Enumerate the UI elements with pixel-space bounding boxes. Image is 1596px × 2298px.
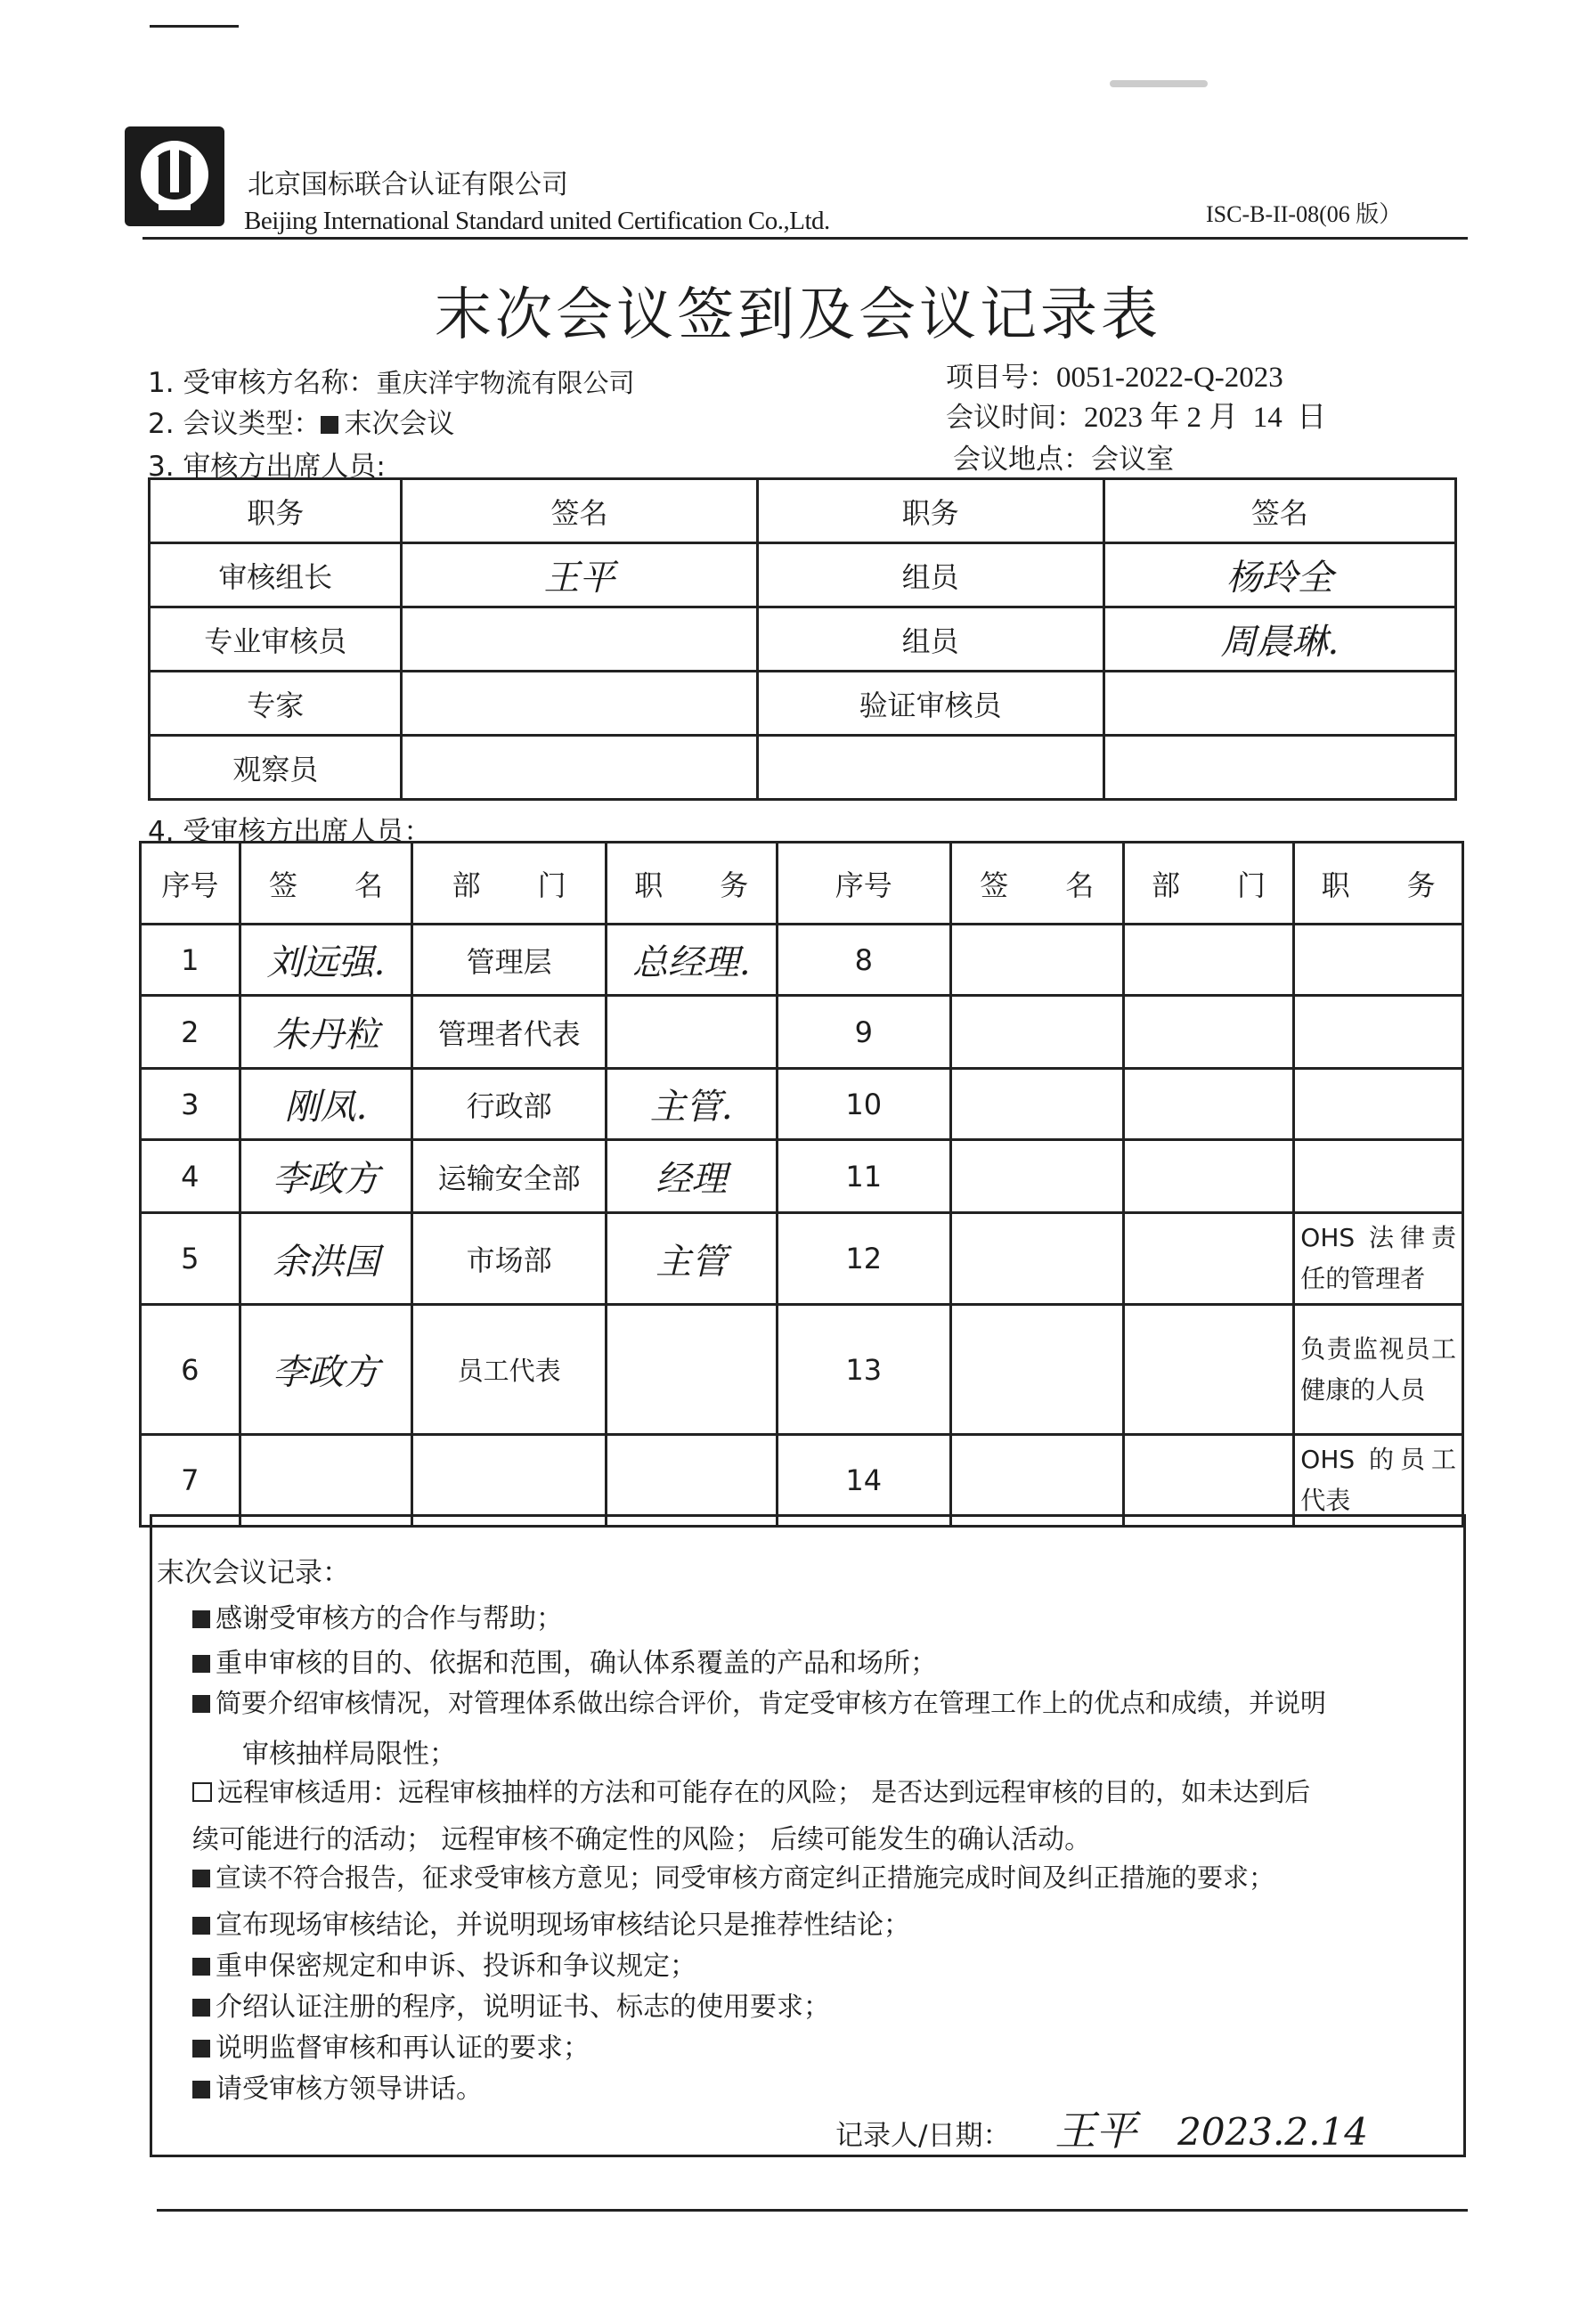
note-text: 请受审核方领导讲话。: [216, 2074, 483, 2105]
handwritten-duty: 主管.: [606, 1069, 777, 1140]
checked-box-icon: [192, 1999, 210, 2017]
row-number: 7: [141, 1435, 240, 1527]
header-department: 部 门: [412, 843, 607, 925]
signature-cell: [1103, 736, 1455, 800]
handwritten-signature: 李政方: [240, 1140, 412, 1213]
header-role: 职务: [150, 479, 402, 543]
duty-cell: [606, 1435, 777, 1527]
note-item: [192, 2025, 590, 2065]
checked-box-icon: [192, 1958, 210, 1976]
note-text: 远程审核适用：远程审核抽样的方法和可能存在的风险； 是否达到远程审核的目的，如未达到后: [217, 1777, 1311, 1807]
row-number: 1: [141, 925, 240, 996]
role-cell: 审核组长: [150, 543, 402, 607]
note-text: 感谢受审核方的合作与帮助；: [216, 1603, 563, 1634]
signature-cell: [950, 996, 1123, 1069]
header-role: 职务: [757, 479, 1103, 543]
meeting-type-label: 2. 会议类型：: [148, 408, 322, 440]
handwritten-signature: 朱丹粒: [240, 996, 412, 1069]
duty-cell: OHS 的员工代表: [1294, 1435, 1463, 1527]
checked-box-icon: [192, 1655, 210, 1673]
handwritten-signature: 杨玲全: [1103, 543, 1455, 607]
note-item: [192, 1596, 563, 1635]
notes-title: 末次会议记录：: [157, 1557, 350, 1589]
signature-cell: [950, 1213, 1123, 1305]
row-number: 10: [777, 1069, 950, 1140]
department-cell: [1123, 1140, 1294, 1213]
note-text: 续可能进行的活动； 远程审核不确定性的风险； 后续可能发生的确认活动。: [192, 1824, 1092, 1855]
handwritten-duty: 经理: [606, 1140, 777, 1213]
auditee-label: 1. 受审核方名称：: [148, 367, 377, 399]
note-item: [192, 1903, 910, 1942]
meeting-time-label: 会议时间：: [946, 402, 1084, 434]
row-number: 5: [141, 1213, 240, 1305]
note-text: 宣布现场审核结论，并说明现场审核结论只是推荐性结论；: [216, 1910, 910, 1941]
header-signature: 签 名: [240, 843, 412, 925]
checked-box-icon: [321, 416, 338, 434]
duty-cell: 负责监视员工健康的人员: [1294, 1305, 1463, 1435]
auditee-name-line: [148, 360, 634, 400]
handwritten-duty: 总经理.: [606, 925, 777, 996]
department-cell: [1123, 996, 1294, 1069]
header-signature: 签 名: [950, 843, 1123, 925]
header-signature: 签名: [1103, 479, 1455, 543]
department-cell: 市场部: [412, 1213, 607, 1305]
handwritten-signature: 刘远强.: [240, 925, 412, 996]
header-number: 序号: [141, 843, 240, 925]
meeting-place-label: 会议地点：: [953, 444, 1091, 476]
role-cell: 观察员: [150, 736, 402, 800]
note-text: 重申保密规定和申诉、投诉和争议规定；: [216, 1951, 696, 1982]
note-item-continued: [192, 1817, 1091, 1856]
handwritten-signature: 周晨琳.: [1103, 607, 1455, 672]
signature-cell: [402, 736, 757, 800]
note-text: 重申审核的目的、依据和范围，确认体系覆盖的产品和场所；: [216, 1648, 937, 1679]
meeting-place-line: [953, 436, 1174, 477]
project-label: 项目号：: [946, 362, 1056, 394]
note-item-continued: [242, 1732, 456, 1771]
duty-cell: [1294, 925, 1463, 996]
scan-smudge: [1110, 80, 1208, 87]
note-text: 审核抽样局限性；: [242, 1739, 456, 1770]
meeting-type-line: [148, 401, 454, 441]
department-cell: 管理层: [412, 925, 607, 996]
company-name-en: Beijing International Standard united Certification Co.,Ltd.: [244, 207, 830, 235]
role-cell: 组员: [757, 543, 1103, 607]
handwritten-signature: 余洪国: [240, 1213, 412, 1305]
row-number: 2: [141, 996, 240, 1069]
recorder-date: 2023.2.14: [1177, 2110, 1368, 2154]
row-number: 6: [141, 1305, 240, 1435]
checked-box-icon: [192, 2040, 210, 2058]
duty-cell: OHS 法律责任的管理者: [1294, 1213, 1463, 1305]
department-cell: [1123, 1305, 1294, 1435]
department-cell: [1123, 1213, 1294, 1305]
row-number: 8: [777, 925, 950, 996]
note-text: 说明监督审核和再认证的要求；: [216, 2033, 590, 2064]
row-number: 3: [141, 1069, 240, 1140]
department-cell: 管理者代表: [412, 996, 607, 1069]
checked-box-icon: [192, 2081, 210, 2098]
meeting-type-value: 末次会议: [344, 408, 455, 440]
note-item: [192, 1944, 696, 1983]
role-cell: 验证审核员: [757, 672, 1103, 736]
department-cell: [1123, 925, 1294, 996]
signature-cell: [950, 1140, 1123, 1213]
header-duty: 职 务: [1294, 843, 1463, 925]
project-value: 0051-2022-Q-2023: [1056, 362, 1283, 394]
meeting-time-line: [946, 394, 1326, 436]
duty-cell: [1294, 1140, 1463, 1213]
company-logo: [123, 125, 226, 228]
note-item: [192, 2066, 483, 2106]
signature-cell: [240, 1435, 412, 1527]
note-text: 介绍认证注册的程序，说明证书、标志的使用要求；: [216, 1992, 830, 2023]
handwritten-duty: 主管: [606, 1213, 777, 1305]
note-item: [192, 1858, 1274, 1895]
row-number: 11: [777, 1140, 950, 1213]
checked-box-icon: [192, 1695, 210, 1713]
header-department: 部 门: [1123, 843, 1294, 925]
auditee-attendees-label: 4. 受审核方出席人员：: [148, 816, 432, 848]
note-text: 宣读不符合报告，征求受审核方意见；同受审核方商定纠正措施完成时间及纠正措施的要求；: [216, 1862, 1275, 1893]
recorder-label: 记录人/日期：: [835, 2120, 1011, 2152]
bottom-divider: [157, 2209, 1468, 2212]
header-signature: 签名: [402, 479, 757, 543]
header-duty: 职 务: [606, 843, 777, 925]
signature-cell: [1103, 672, 1455, 736]
recorder-line: [835, 2098, 1368, 2157]
meeting-time-value: 2023 年 2 月 14 日: [1084, 402, 1327, 434]
role-cell: [757, 736, 1103, 800]
signature-cell: [950, 1069, 1123, 1140]
page-title: 末次会议签到及会议记录表: [435, 282, 1161, 348]
row-number: 14: [777, 1435, 950, 1527]
note-item: [192, 1984, 830, 2024]
signature-cell: [950, 1435, 1123, 1527]
signature-cell: [950, 1305, 1123, 1435]
duty-cell: [1294, 1069, 1463, 1140]
role-cell: 专业审核员: [150, 607, 402, 672]
signature-cell: [950, 925, 1123, 996]
row-number: 12: [777, 1213, 950, 1305]
checked-box-icon: [192, 1610, 210, 1628]
duty-cell: [606, 996, 777, 1069]
header-divider: [142, 237, 1468, 240]
top-scan-mark: [150, 25, 239, 28]
row-number: 9: [777, 996, 950, 1069]
duty-cell: [606, 1305, 777, 1435]
signature-cell: [402, 672, 757, 736]
checked-box-icon: [192, 1870, 210, 1887]
project-number-line: [946, 354, 1283, 395]
auditor-attendees-label: 3. 审核方出席人员:: [148, 451, 386, 483]
note-item: [192, 1641, 937, 1680]
auditee-table: [139, 841, 1464, 1528]
role-cell: 专家: [150, 672, 402, 736]
auditee-value: 重庆洋宇物流有限公司: [376, 368, 635, 398]
handwritten-signature: 王平: [402, 543, 757, 607]
note-text: 简要介绍审核情况，对管理体系做出综合评价，肯定受审核方在管理工作上的优点和成绩，并说明: [216, 1688, 1327, 1718]
duty-cell: [1294, 996, 1463, 1069]
department-cell: 行政部: [412, 1069, 607, 1140]
handwritten-signature: 刚凤.: [240, 1069, 412, 1140]
company-name-cn: 北京国标联合认证有限公司: [248, 169, 568, 200]
department-cell: [1123, 1435, 1294, 1527]
department-cell: [412, 1435, 607, 1527]
role-cell: 组员: [757, 607, 1103, 672]
handwritten-signature: 李政方: [240, 1305, 412, 1435]
auditor-table: [148, 477, 1457, 801]
department-cell: 员工代表: [412, 1305, 607, 1435]
form-code: ISC-B-II-08(06 版）: [1206, 201, 1403, 227]
header-number: 序号: [777, 843, 950, 925]
row-number: 4: [141, 1140, 240, 1213]
recorder-signature: 王平: [1054, 2106, 1137, 2155]
note-item: [192, 1683, 1326, 1720]
department-cell: 运输安全部: [412, 1140, 607, 1213]
handwritten-signature: [402, 607, 757, 672]
unchecked-box-icon: [192, 1782, 212, 1802]
checked-box-icon: [192, 1917, 210, 1935]
note-item: [192, 1772, 1310, 1809]
department-cell: [1123, 1069, 1294, 1140]
row-number: 13: [777, 1305, 950, 1435]
meeting-place-value: 会议室: [1091, 444, 1174, 476]
